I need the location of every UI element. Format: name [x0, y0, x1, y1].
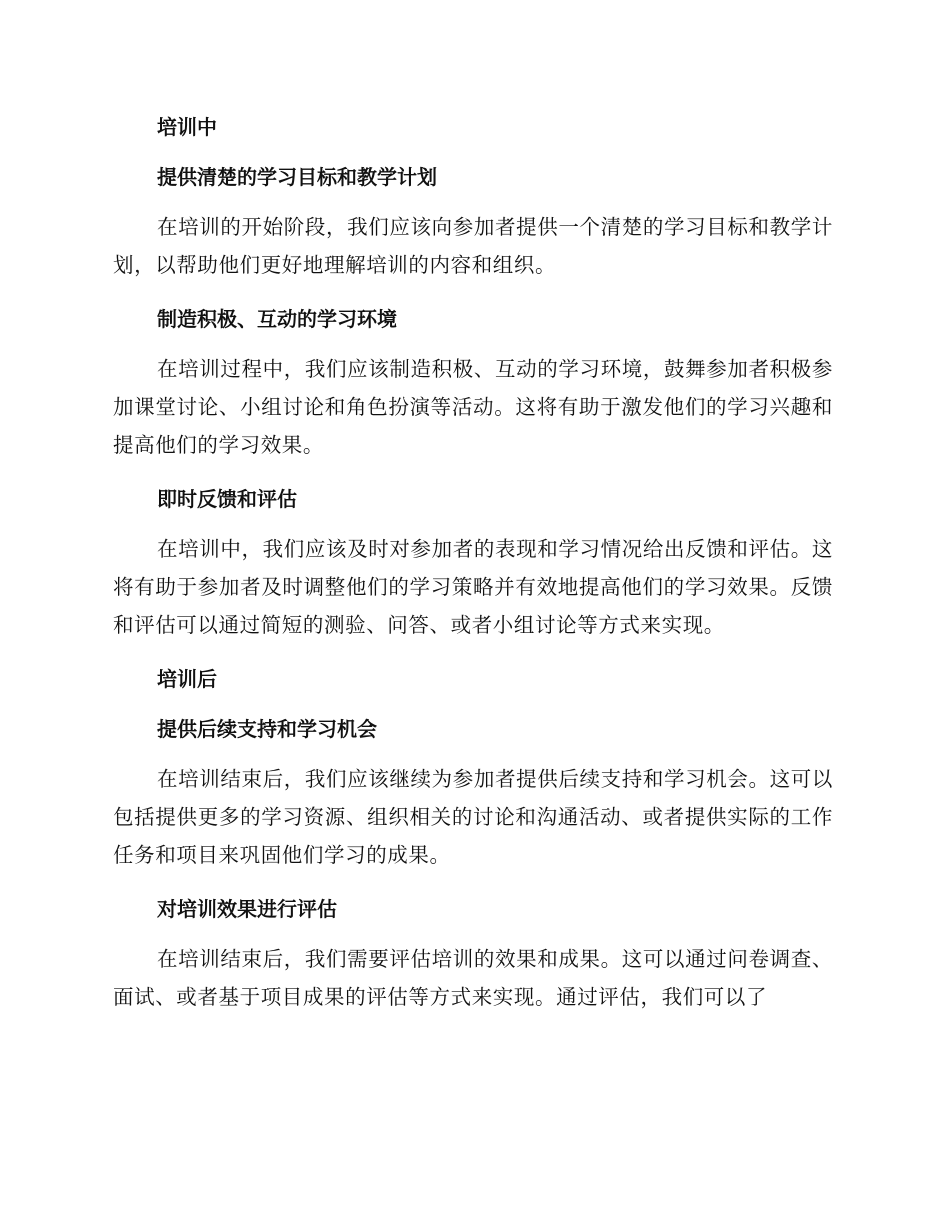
subheading-feedback-evaluation: 即时反馈和评估 — [157, 487, 297, 511]
subheading-followup-support: 提供后续支持和学习机会 — [157, 717, 377, 741]
section-heading-during-training: 培训中 — [157, 115, 217, 139]
paragraph-interactive-environment: 在培训过程中，我们应该制造积极、互动的学习环境，鼓舞参加者积极参加课堂讨论、小组讨论和角色扮演等活动。这将有助于激发他们的学习兴趣和提高他们的学习效果。 — [113, 357, 833, 457]
section-heading-after-training: 培训后 — [157, 667, 217, 691]
subheading-clear-goals: 提供清楚的学习目标和教学计划 — [157, 165, 437, 189]
subheading-interactive-environment: 制造积极、互动的学习环境 — [157, 307, 397, 331]
subheading-evaluate-effect: 对培训效果进行评估 — [157, 897, 337, 921]
document-body — [113, 108, 833, 1032]
paragraph-evaluate-effect: 在培训结束后，我们需要评估培训的效果和成果。这可以通过问卷调查、面试、或者基于项目成果的评估等方式来实现。通过评估，我们可以了 — [113, 947, 833, 1009]
paragraph-clear-goals: 在培训的开始阶段，我们应该向参加者提供一个清楚的学习目标和教学计划，以帮助他们更好地理解培训的内容和组织。 — [113, 215, 833, 277]
paragraph-followup-support: 在培训结束后，我们应该继续为参加者提供后续支持和学习机会。这可以包括提供更多的学习资源、组织相关的讨论和沟通活动、或者提供实际的工作任务和项目来巩固他们学习的成果。 — [113, 767, 833, 867]
paragraph-feedback-evaluation: 在培训中，我们应该及时对参加者的表现和学习情况给出反馈和评估。这将有助于参加者及时调整他们的学习策略并有效地提高他们的学习效果。反馈和评估可以通过简短的测验、问答、或者小组讨论等方式来实现。 — [113, 537, 833, 637]
